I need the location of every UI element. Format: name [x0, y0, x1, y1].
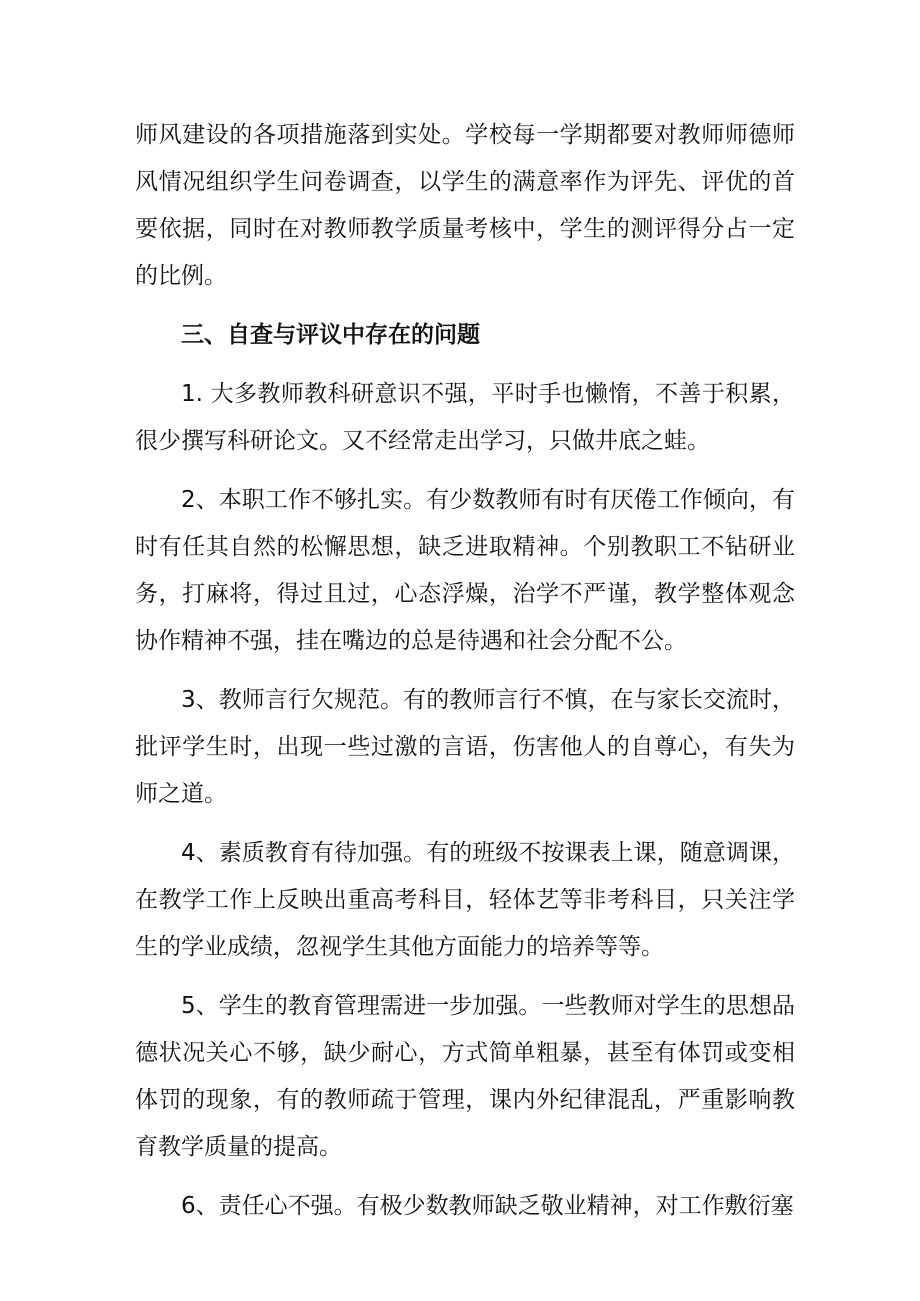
- document-body: [135, 112, 795, 1230]
- paragraph-issue-2: 2、本职工作不够扎实。有少数教师有时有厌倦工作倾向，有时有任其自然的松懈思想，缺乏进取精神。个别教职工不钻研业务，打麻将，得过且过，心态浮燥，治学不严谨，教学整体观念协作精神不强，挂在嘴边的总是待遇和社会分配不公。: [135, 487, 795, 654]
- paragraph-issue-4: 4、素质教育有待加强。有的班级不按课表上课，随意调课，在教学工作上反映出重高考科目，轻体艺等非考科目，只关注学生的学业成绩，忽视学生其他方面能力的培养等等。: [135, 840, 795, 960]
- paragraph-issue-5: 5、学生的教育管理需进一步加强。一些教师对学生的思想品德状况关心不够，缺少耐心，方式简单粗暴，甚至有体罚或变相体罚的现象，有的教师疏于管理，课内外纪律混乱，严重影响教育教学质量的提高。: [135, 993, 795, 1160]
- paragraph-issue-1: 1. 大多教师教科研意识不强，平时手也懒惰，不善于积累，很少撰写科研论文。又不经常走出学习，只做井底之蛙。: [135, 381, 795, 454]
- paragraph-issue-6: 6、责任心不强。有极少数教师缺乏敬业精神，对工作敷衍塞: [181, 1193, 794, 1219]
- paragraph-continuation: 师风建设的各项措施落到实处。学校每一学期都要对教师师德师风情况组织学生问卷调查，以学生的满意率作为评先、评优的首要依据，同时在对教师教学质量考核中，学生的测评得分占一定的比例。: [135, 122, 795, 289]
- paragraph-issue-3: 3、教师言行欠规范。有的教师言行不慎，在与家长交流时，批评学生时，出现一些过激的言语，伤害他人的自尊心，有失为师之道。: [135, 687, 795, 807]
- section-heading: 三、自查与评议中存在的问题: [181, 322, 480, 348]
